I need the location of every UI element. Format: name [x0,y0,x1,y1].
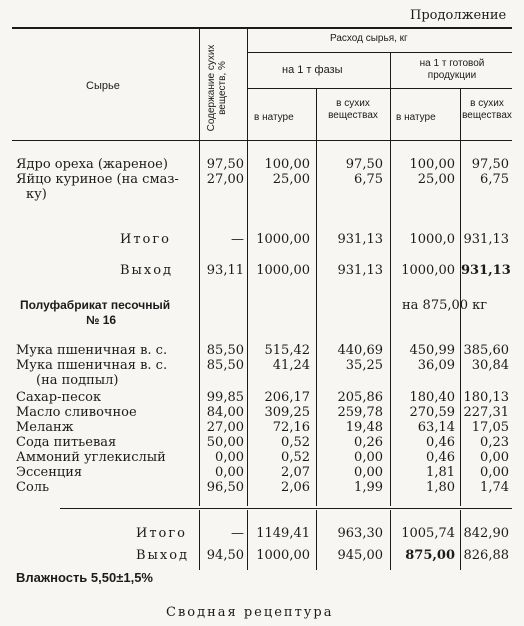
row-n2: 0,46 [426,435,455,450]
row-n1: 309,25 [264,405,310,420]
row-dry: 96,50 [206,480,244,495]
section1-yield-n2: 1000,00 [401,263,455,278]
row-name: Мука пшеничная в. с. [16,343,168,358]
row-name: Мука пшеничная в. с. [16,358,168,373]
row-d1: 440,69 [337,343,383,358]
row-dry: 27,00 [206,420,244,435]
row-dry: 0,00 [215,450,244,465]
row-n1: 41,24 [272,358,310,373]
header-in-dry-2: в сухих веществах [462,98,512,121]
row-dry: 0,00 [215,465,244,480]
row-d1: 97,50 [345,157,383,172]
row-d1: 0,00 [354,450,383,465]
row-n2: 63,14 [417,420,455,435]
row-n2: 1,81 [426,465,455,480]
section2-yield-label: Выход [136,548,190,563]
row-n2: 1,80 [426,480,455,495]
section1-total-d2: 931,13 [463,232,509,247]
row-name: Ядро ореха (жареное) [16,157,168,172]
row-d1: 35,25 [345,358,383,373]
header-raw-material: Сырье [86,80,120,92]
row-n1: 515,42 [264,343,310,358]
section1-total-n1: 1000,00 [256,232,310,247]
row-n1: 25,00 [272,172,310,187]
section2-total-dry: — [231,526,244,541]
phase-subrule [247,88,512,89]
row-name: Аммоний углекислый [16,450,166,465]
section2-yield-dry: 94,50 [206,548,244,563]
section1-yield-label: Выход [120,263,174,278]
row-n1: 2,07 [281,465,310,480]
row-d2: 0,00 [480,465,509,480]
row-name: Меланж [16,420,74,435]
section2-per-note: на 875,00 кг [402,298,488,313]
row-d1: 0,26 [354,435,383,450]
section2-title-line1: Полуфабрикат песочный [20,298,171,312]
section1-yield-d2: 931,13 [461,263,511,278]
section1-total-d1: 931,13 [337,232,383,247]
row-d1: 19,48 [345,420,383,435]
table-top-rule [12,27,512,29]
row-n1: 206,17 [264,390,310,405]
row-name-continuation: (на подпыл) [36,373,119,388]
row-d2: 6,75 [480,172,509,187]
row-name: Соль [16,480,50,495]
row-dry: 97,50 [206,157,244,172]
row-n2: 0,46 [426,450,455,465]
row-d2: 0,23 [480,435,509,450]
row-d2: 1,74 [480,480,509,495]
row-n1: 2,06 [281,480,310,495]
continuation-label: Продолжение [410,8,507,23]
row-dry: 85,50 [206,343,244,358]
section2-yield-n2: 875,00 [405,548,455,563]
header-per-phase: на 1 т фазы [282,64,343,76]
row-n2: 180,40 [409,390,455,405]
row-d2: 227,31 [463,405,509,420]
moisture-note: Влажность 5,50±1,5% [16,570,153,585]
row-dry: 85,50 [206,358,244,373]
section1-yield-n1: 1000,00 [256,263,310,278]
header-dry-content: Содержание сухих веществ, % [206,44,228,132]
row-n2: 270,59 [409,405,455,420]
section2-total-label: Итого [136,526,187,541]
row-n1: 0,52 [281,435,310,450]
row-dry: 27,00 [206,172,244,187]
totals-separator [60,508,512,509]
row-d1: 0,00 [354,465,383,480]
row-d2: 180,13 [463,390,509,405]
row-d2: 30,84 [471,358,509,373]
row-d1: 259,78 [337,405,383,420]
row-dry: 50,00 [206,435,244,450]
section2-total-n1: 1149,41 [256,526,310,541]
header-in-dry-1: в сухих веществах [328,98,378,121]
row-n2: 100,00 [409,157,455,172]
row-n2: 25,00 [417,172,455,187]
row-d1: 205,86 [337,390,383,405]
section2-title-line2: № 16 [86,313,117,327]
row-n1: 100,00 [264,157,310,172]
footer-title: Сводная рецептура [166,605,334,620]
header-consumption: Расход сырья, кг [330,33,408,44]
section1-yield-dry: 93,11 [206,263,244,278]
section2-yield-d1: 945,00 [337,548,383,563]
section1-total-n2: 1000,0 [409,232,455,247]
row-name: Сода питьевая [16,435,117,450]
section2-total-d2: 842,90 [463,526,509,541]
row-d2: 0,00 [480,450,509,465]
row-d2: 97,50 [471,157,509,172]
row-name: Сахар-песок [16,390,102,405]
consumption-subrule [247,52,512,53]
section1-yield-d1: 931,13 [337,263,383,278]
section1-total-dry: — [231,232,244,247]
row-name: Эссенция [16,465,83,480]
row-n1: 72,16 [272,420,310,435]
row-d1: 6,75 [354,172,383,187]
section1-total-label: Итого [120,232,171,247]
row-d2: 385,60 [463,343,509,358]
header-in-nature-2: в натуре [396,112,436,123]
header-per-product: на 1 т готовой продукции [419,58,485,81]
row-d2: 17,05 [471,420,509,435]
row-n1: 0,52 [281,450,310,465]
row-dry: 99,85 [206,390,244,405]
section2-total-n2: 1005,74 [401,526,455,541]
row-name: Яйцо куриное (на смаз- [16,172,179,187]
row-d1: 1,99 [354,480,383,495]
row-name-continuation: ку) [26,187,47,202]
row-n2: 36,09 [417,358,455,373]
section2-total-d1: 963,30 [337,526,383,541]
header-bottom-rule [12,140,512,141]
row-n2: 450,99 [409,343,455,358]
header-in-nature-1: в натуре [254,112,294,123]
row-name: Масло сливочное [16,405,137,420]
section2-yield-n1: 1000,00 [256,548,310,563]
section2-yield-d2: 826,88 [463,548,509,563]
row-dry: 84,00 [206,405,244,420]
